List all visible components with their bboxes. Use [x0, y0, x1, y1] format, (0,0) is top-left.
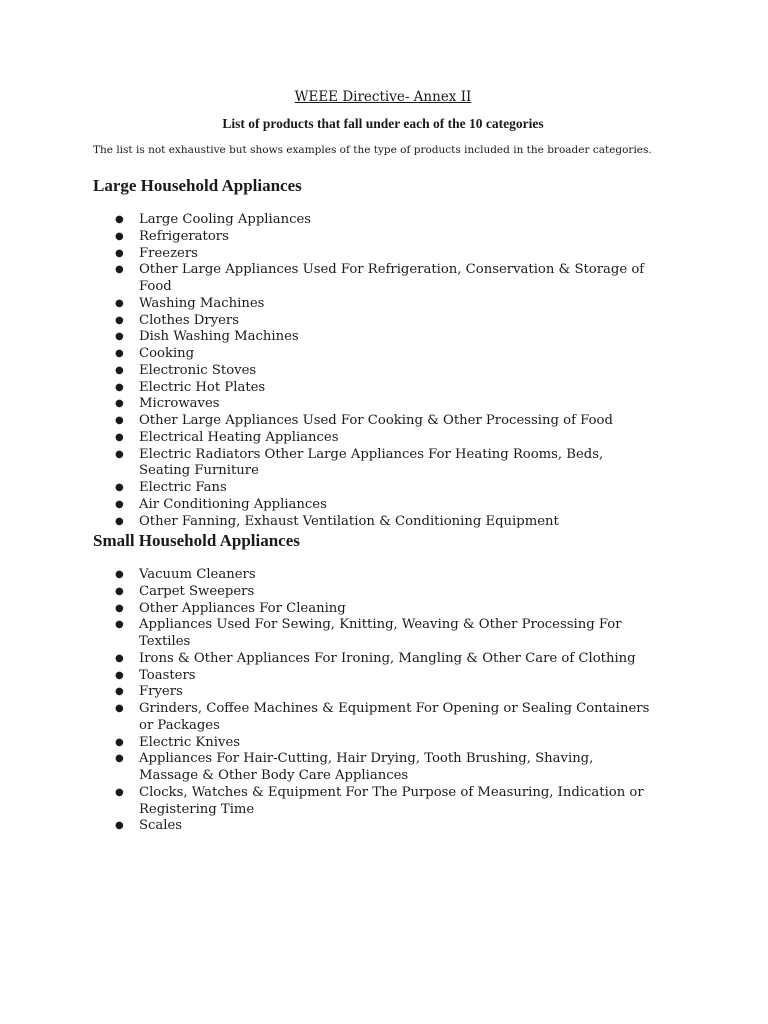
- bullet-icon: ●: [115, 415, 124, 426]
- list-item-text: Freezers: [139, 245, 198, 261]
- list-item: [93, 617, 653, 651]
- bullet-icon: ●: [115, 753, 124, 765]
- list-item-text: Fryers: [139, 684, 183, 700]
- bullet-icon: ●: [115, 515, 124, 527]
- list-item: [93, 430, 653, 447]
- bullet-icon: ●: [115, 669, 124, 681]
- list-item-text: Grinders, Coffee Machines & Equipment For Opening or Sealing Containers or Packages: [139, 701, 650, 733]
- bullet-icon: ●: [115, 381, 124, 393]
- list-item-text: Clothes Dryers: [139, 312, 240, 328]
- list-item: [93, 396, 653, 413]
- list-item-text: Electric Knives: [139, 734, 241, 750]
- list-large-household: [93, 212, 653, 530]
- list-item: [93, 363, 653, 380]
- list-item: [93, 514, 653, 531]
- bullet-icon: ●: [115, 297, 124, 309]
- bullet-icon: ●: [115, 686, 124, 698]
- bullet-icon: ●: [115, 619, 124, 631]
- section-heading-small-household: Small Household Appliances: [93, 531, 300, 550]
- bullet-icon: ●: [115, 214, 124, 225]
- list-item: [93, 296, 653, 313]
- bullet-icon: ●: [115, 585, 124, 597]
- list-item-text: Other Large Appliances Used For Cooking & Other Processing of Food: [139, 413, 613, 428]
- bullet-icon: ●: [115, 398, 124, 410]
- list-item-text: Electrical Heating Appliances: [139, 429, 339, 445]
- bullet-icon: ●: [115, 786, 124, 798]
- list-item-text: Cooking: [139, 346, 195, 361]
- list-item-text: Electric Hot Plates: [139, 379, 266, 395]
- list-item-text: Dish Washing Machines: [139, 329, 299, 345]
- list-item: [93, 480, 653, 497]
- list-item: [93, 313, 653, 330]
- list-item-text: Refrigerators: [139, 228, 229, 244]
- list-item: [93, 413, 653, 430]
- list-item: [93, 567, 653, 584]
- list-item-text: Other Appliances For Cleaning: [139, 600, 346, 616]
- list-item: [93, 246, 653, 263]
- list-item-text: Electronic Stoves: [139, 362, 257, 378]
- list-item: [93, 497, 653, 514]
- list-item-text: Electric Fans: [139, 480, 227, 495]
- bullet-icon: ●: [115, 602, 124, 614]
- bullet-icon: ●: [115, 448, 124, 460]
- list-item: [93, 601, 653, 618]
- list-item: [93, 447, 653, 481]
- document-note: The list is not exhaustive but shows examples of the type of products included in the broader categories.: [93, 144, 652, 156]
- document-subtitle: List of products that fall under each of the 10 categories: [222, 116, 544, 131]
- bullet-icon: ●: [115, 498, 124, 510]
- list-item: [93, 380, 653, 397]
- list-item-text: Air Conditioning Appliances: [139, 496, 327, 512]
- bullet-icon: ●: [115, 247, 124, 259]
- list-item: [93, 668, 653, 685]
- list-item-text: Appliances Used For Sewing, Knitting, Weaving & Other Processing For Textiles: [139, 617, 622, 649]
- list-item-text: Other Large Appliances Used For Refrigeration, Conservation & Storage of Food: [139, 262, 645, 294]
- bullet-icon: ●: [115, 331, 124, 343]
- list-item-text: Microwaves: [139, 396, 220, 412]
- list-item-text: Appliances For Hair-Cutting, Hair Drying, Tooth Brushing, Shaving, Massage & Other Body Care Appliances: [139, 751, 594, 783]
- list-item: [93, 262, 653, 296]
- document-title: WEEE Directive- Annex II: [294, 89, 472, 105]
- list-item: [93, 735, 653, 752]
- list-item: [93, 751, 653, 785]
- list-item-text: Vacuum Cleaners: [139, 567, 256, 582]
- list-item-text: Toasters: [139, 667, 196, 683]
- list-item: [93, 684, 653, 701]
- list-item-text: Large Cooling Appliances: [139, 212, 312, 227]
- bullet-icon: ●: [115, 314, 124, 326]
- bullet-icon: ●: [115, 230, 124, 242]
- list-item-text: Clocks, Watches & Equipment For The Purpose of Measuring, Indication or Registering Time: [139, 784, 644, 817]
- list-item: [93, 818, 653, 835]
- section-heading-large-household: Large Household Appliances: [93, 176, 302, 195]
- bullet-icon: ●: [115, 482, 124, 493]
- bullet-icon: ●: [115, 820, 124, 832]
- list-item-text: Scales: [139, 818, 183, 834]
- list-item: [93, 785, 653, 819]
- list-item: [93, 229, 653, 246]
- list-item-text: Carpet Sweepers: [139, 583, 255, 599]
- bullet-icon: ●: [115, 652, 124, 664]
- list-item-text: Other Fanning, Exhaust Ventilation & Conditioning Equipment: [139, 513, 559, 529]
- list-small-household: [93, 567, 653, 835]
- list-item: [93, 701, 653, 735]
- list-item-text: Irons & Other Appliances For Ironing, Mangling & Other Care of Clothing: [139, 650, 636, 666]
- bullet-icon: ●: [115, 364, 124, 376]
- list-item: [93, 329, 653, 346]
- bullet-icon: ●: [115, 348, 124, 359]
- bullet-icon: ●: [115, 569, 124, 580]
- list-item-text: Electric Radiators Other Large Appliances For Heating Rooms, Beds, Seating Furniture: [139, 446, 604, 479]
- bullet-icon: ●: [115, 264, 124, 276]
- list-item: [93, 651, 653, 668]
- bullet-icon: ●: [115, 431, 124, 443]
- list-item: [93, 212, 653, 229]
- list-item: [93, 346, 653, 363]
- list-item: [93, 584, 653, 601]
- list-item-text: Washing Machines: [139, 295, 265, 311]
- bullet-icon: ●: [115, 703, 124, 714]
- bullet-icon: ●: [115, 736, 124, 748]
